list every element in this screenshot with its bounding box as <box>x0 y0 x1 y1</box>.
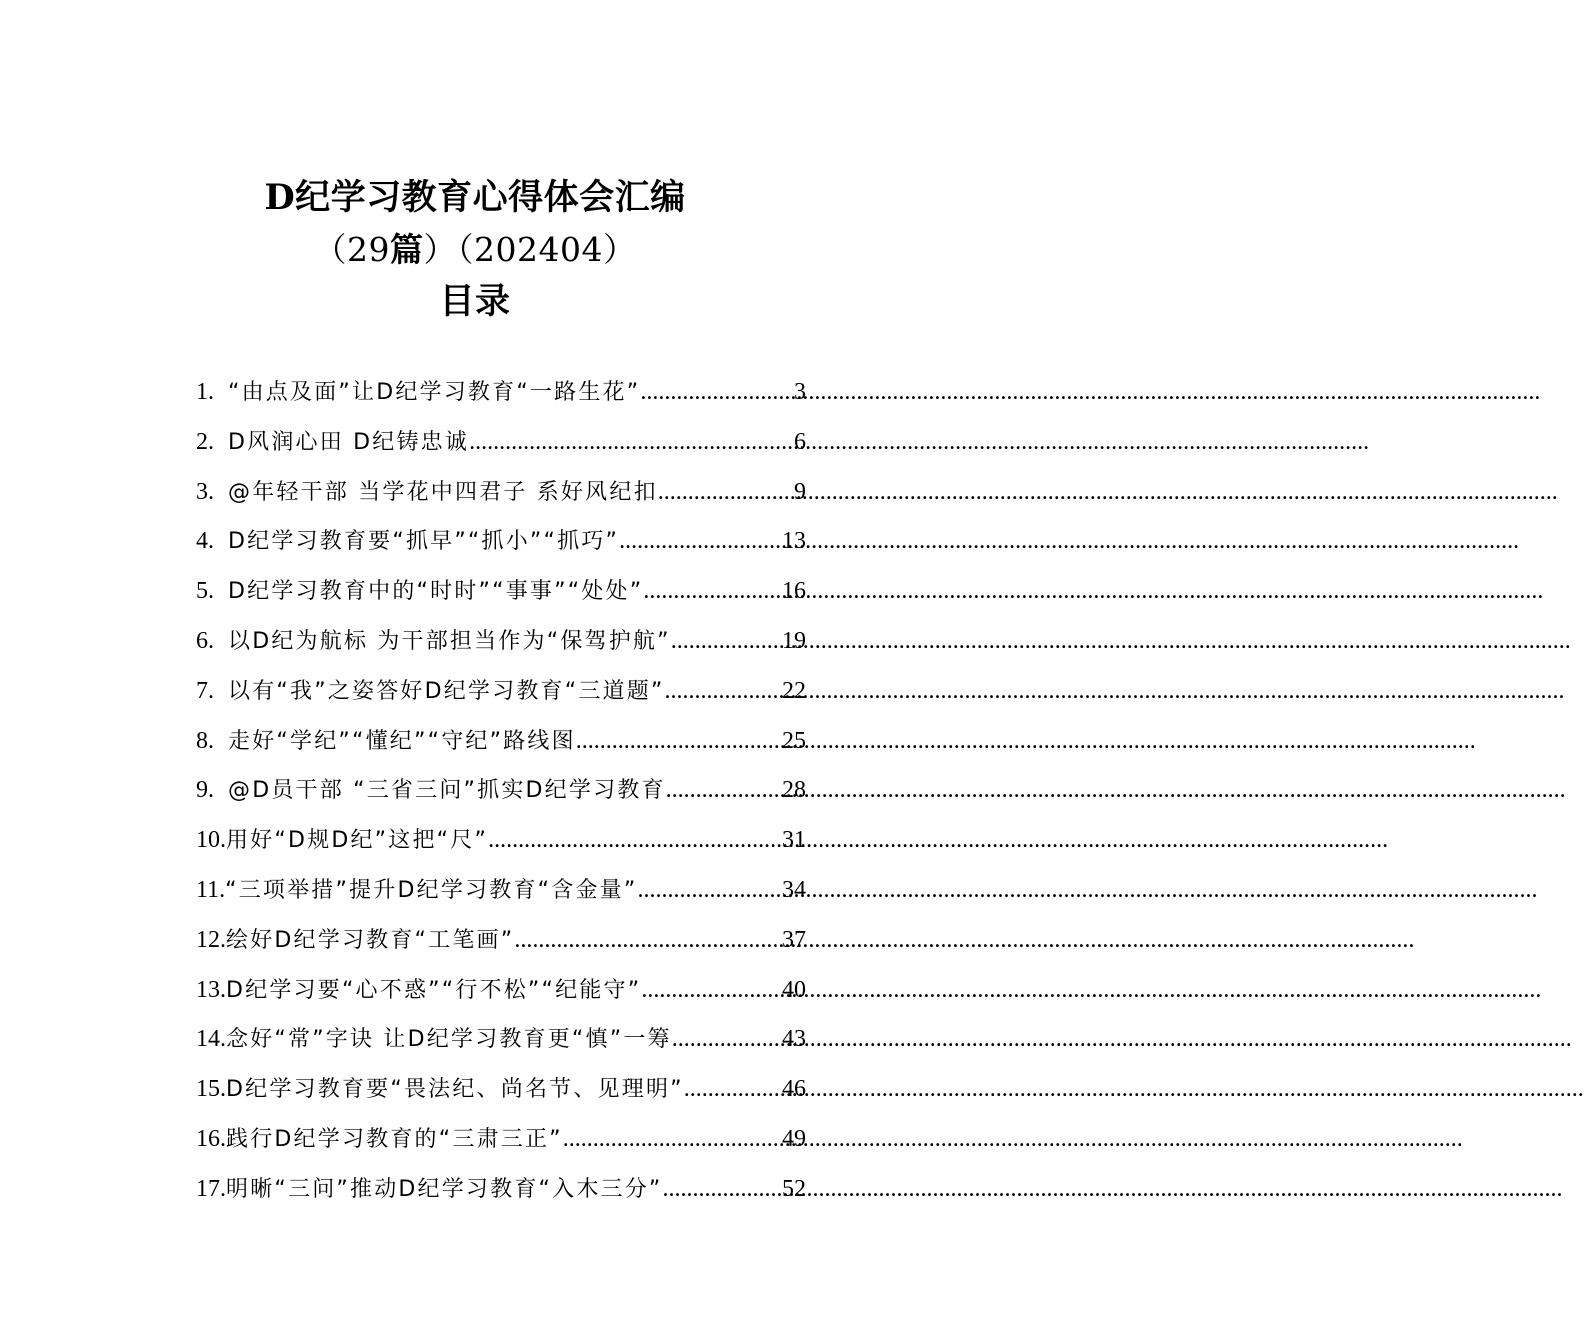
toc-entry[interactable] <box>196 1172 806 1222</box>
toc-leader-dots <box>576 728 782 755</box>
toc-entry-title: “三项举措”提升D纪学习教育“含金量” <box>225 877 638 903</box>
toc-entry-number: 6. <box>196 627 214 654</box>
toc-leader-dots <box>665 678 782 705</box>
toc-entry-number: 17. <box>196 1175 226 1202</box>
toc-leader-dots <box>469 429 794 456</box>
toc-entry-number: 10. <box>196 827 226 854</box>
toc-entry-title: 念好“常”字诀 让D纪学习教育更“慎”一筹 <box>226 1027 672 1053</box>
toc-entry[interactable] <box>196 1122 806 1172</box>
toc-entry-page: 28 <box>782 777 806 804</box>
toc-entry-page: 49 <box>782 1125 806 1152</box>
toc-entry-title: D纪学习教育中的“时时”“事事”“处处” <box>228 579 644 605</box>
subtitle-close-paren: ） <box>602 230 637 269</box>
toc-entry-number: 5. <box>196 578 214 605</box>
subtitle-date: 202404 <box>474 230 603 269</box>
toc-entry[interactable] <box>196 923 806 973</box>
toc-leader-dots <box>672 1026 782 1053</box>
toc-entry[interactable] <box>196 425 806 475</box>
toc-leader-dots <box>619 528 782 555</box>
toc-leader-dots <box>637 877 782 904</box>
subtitle-mid-paren: ）（ <box>423 230 474 269</box>
toc-entry-page: 46 <box>782 1076 806 1103</box>
toc-entry-page: 22 <box>782 677 806 704</box>
document-title: D纪学习教育心得体会汇编 <box>264 177 686 218</box>
toc-entry[interactable] <box>196 724 806 774</box>
toc-leader-dots <box>488 827 782 854</box>
toc-leader-dots <box>666 777 782 804</box>
toc-entry-title: D纪学习要“心不惑”“行不松”“纪能守” <box>226 977 642 1003</box>
toc-entry-title: 明晰“三问”推动D纪学习教育“入木三分” <box>226 1176 663 1202</box>
toc-entry[interactable] <box>196 674 806 724</box>
toc-entry-title: 以D纪为航标 为干部担当作为“保驾护航” <box>228 628 671 654</box>
toc-entry[interactable] <box>196 973 806 1023</box>
toc-entry-number: 11. <box>196 876 226 903</box>
toc-entry-number: 9. <box>196 777 214 804</box>
toc-entry-page: 9 <box>794 478 806 505</box>
toc-entry-number: 2. <box>196 428 214 455</box>
toc-leader-dots <box>663 1176 782 1203</box>
toc-entry-page: 31 <box>782 827 806 854</box>
toc-leader-dots <box>641 977 782 1004</box>
toc-entry-number: 3. <box>196 478 214 505</box>
toc-entry-title: D风润心田 D纪铸忠诚 <box>228 429 470 455</box>
document-subtitle <box>0 224 950 276</box>
toc-entry-page: 52 <box>782 1175 806 1202</box>
toc-heading: 目录 <box>439 281 511 322</box>
toc-entry[interactable] <box>196 1072 806 1122</box>
toc-entry-title: 以有“我”之姿答好D纪学习教育“三道题” <box>228 678 665 704</box>
toc-leader-dots <box>643 578 782 605</box>
title-block <box>0 172 950 328</box>
toc-entry-number: 12. <box>196 926 226 953</box>
toc-entry-title: 用好“D规D纪”这把“尺” <box>226 828 489 854</box>
toc-entry[interactable] <box>196 823 806 873</box>
toc-leader-dots <box>684 1076 782 1103</box>
toc-entry-page: 40 <box>782 976 806 1003</box>
toc-entry-number: 16. <box>196 1125 226 1152</box>
toc-entry-page: 19 <box>782 627 806 654</box>
toc-entry-number: 1. <box>196 379 214 405</box>
toc-entry-title: @D员干部 “三省三问”抓实D纪学习教育 <box>228 778 666 804</box>
toc-entry-number: 4. <box>196 528 214 555</box>
toc-entry-page: 34 <box>782 876 806 903</box>
toc-entry-number: 13. <box>196 976 226 1003</box>
toc-entry[interactable] <box>196 475 806 525</box>
toc-entry-page: 6 <box>794 428 806 455</box>
toc-entry-title: 绘好D纪学习教育“工笔画” <box>226 927 515 953</box>
toc-entry-title: @年轻干部 当学花中四君子 系好风纪扣 <box>228 479 658 505</box>
subtitle-unit: 篇 <box>390 230 424 269</box>
toc-entry-title: 践行D纪学习教育的“三肃三正” <box>226 1126 563 1152</box>
toc-entry[interactable] <box>196 375 806 425</box>
toc-entry-number: 14. <box>196 1026 226 1053</box>
toc-entry-number: 7. <box>196 677 214 704</box>
toc-entry[interactable] <box>196 773 806 823</box>
toc-entry[interactable] <box>196 574 806 624</box>
toc-entry-page: 25 <box>782 727 806 754</box>
toc-entry-number: 8. <box>196 727 214 754</box>
toc-entry[interactable] <box>196 524 806 574</box>
toc-entry-title: 走好“学纪”“懂纪”“守纪”路线图 <box>228 728 576 754</box>
toc-entry[interactable] <box>196 1022 806 1072</box>
toc-entry-title: D纪学习教育要“畏法纪、尚名节、见理明” <box>226 1077 684 1103</box>
toc-leader-dots <box>658 479 794 506</box>
toc-leader-dots <box>640 379 794 406</box>
toc-entry-page: 16 <box>782 578 806 605</box>
toc-entry-title: D纪学习教育要“抓早”“抓小”“抓巧” <box>228 529 620 555</box>
toc-entry[interactable] <box>196 624 806 674</box>
table-of-contents <box>196 375 806 1222</box>
toc-entry-page: 37 <box>782 926 806 953</box>
toc-leader-dots <box>514 927 782 954</box>
toc-entry-page: 3 <box>794 379 806 405</box>
toc-leader-dots <box>671 628 782 655</box>
toc-entry-title: “由点及面”让D纪学习教育“一路生花” <box>228 380 641 405</box>
toc-entry-number: 15. <box>196 1076 226 1103</box>
subtitle-open-paren: （ <box>313 230 347 269</box>
toc-entry[interactable] <box>196 873 806 923</box>
toc-leader-dots <box>563 1126 782 1153</box>
toc-entry-page: 43 <box>782 1026 806 1053</box>
subtitle-count: 29 <box>347 230 390 269</box>
toc-entry-page: 13 <box>782 528 806 555</box>
